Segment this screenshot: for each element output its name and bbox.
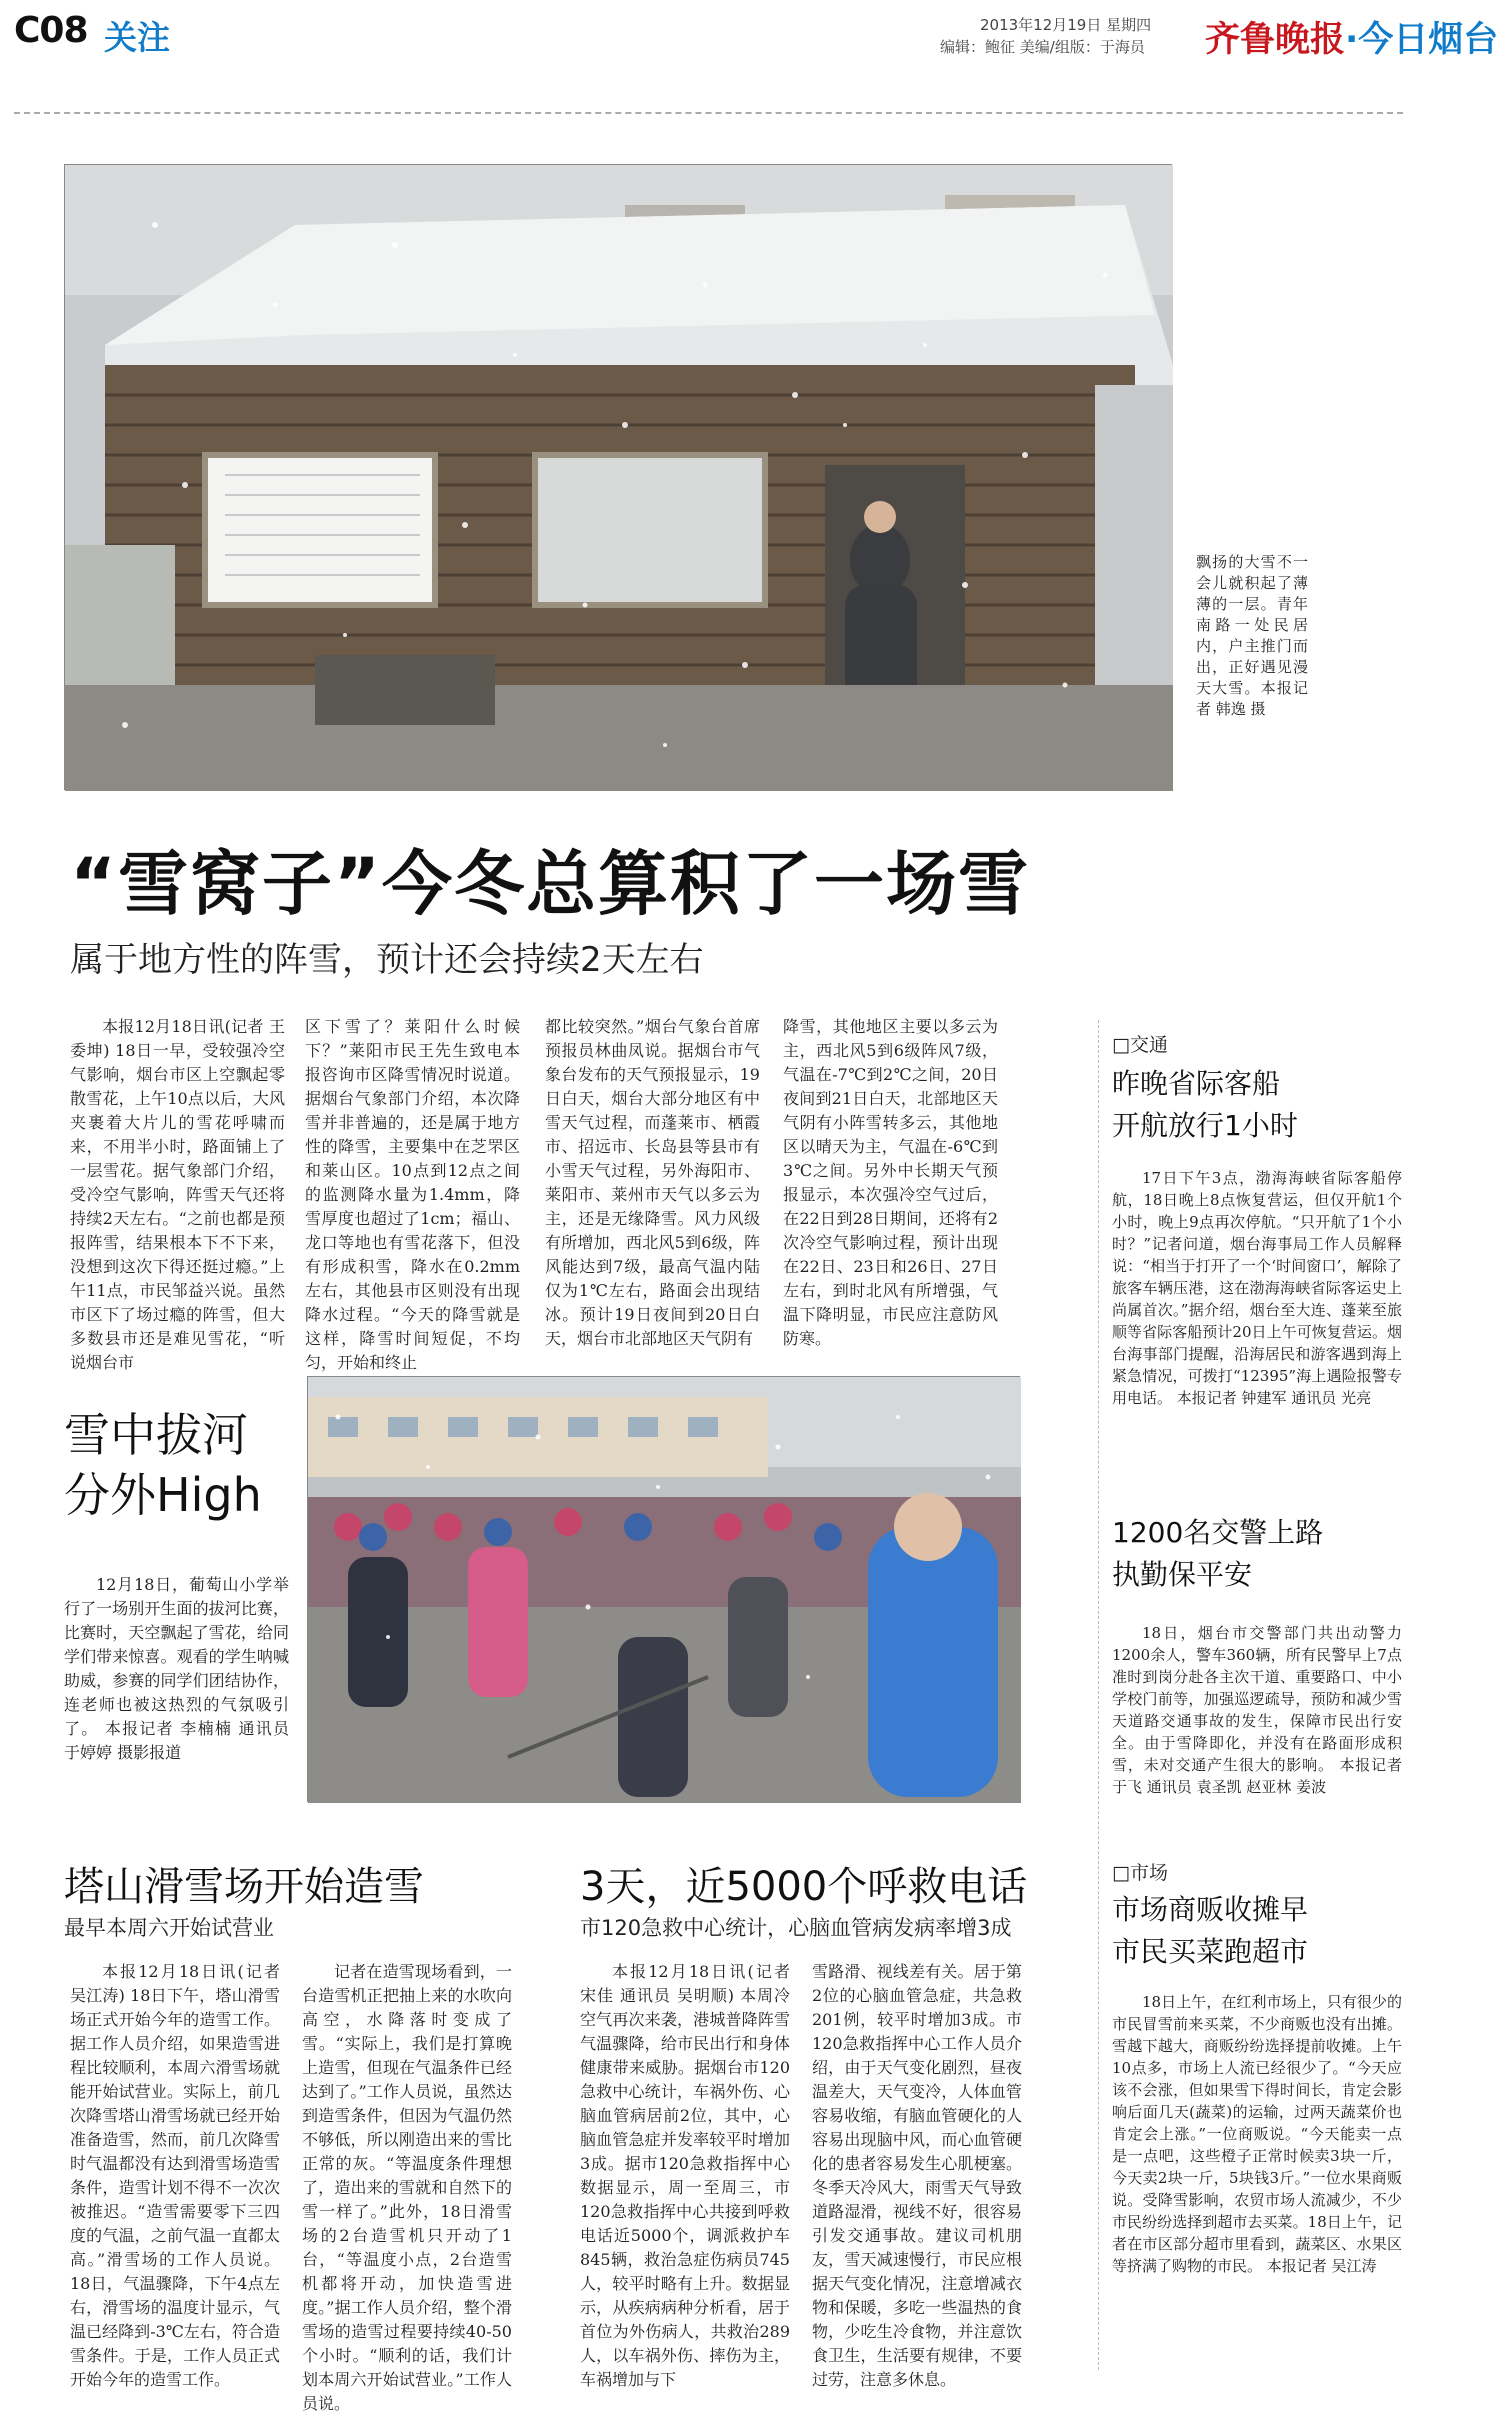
market-body-text: 18日上午，在红利市场上，只有很少的市民冒雪前来买菜，不少商贩也没有出摊。雪越下越大，商贩纷纷选择提前收摊。上午10点多，市场上人流已经很少了。“今天应该不会涨，但如果雪下得时间长，肯定会影响后面几天(蔬菜)的运输，过两天蔬菜价也肯定会上涨。”一位商贩说。“今天能卖一点是一点吧，这些橙子正常时候卖3块一斤，今天卖2块一斤，5块钱3斤。”一位水果商贩说。受降雪影响，农贸市场人流减少，不少市民纷纷选择到超市去买菜。18日上午，记者在市区部分超市里看到，蔬菜区、水果区等挤满了购物的市民。 本报记者 吴江涛	[1112, 1993, 1402, 2275]
ski-resort-subhead: 最早本周六开始试营业	[64, 1916, 274, 1940]
story1-column-2	[305, 1015, 520, 1372]
market-headline-line2: 市民买菜跑超市	[1112, 1935, 1309, 1968]
editor-credits: 编辑：鲍征 美编/组版：于海员	[940, 38, 1145, 56]
sidebar-ferry	[1112, 1030, 1402, 1457]
issue-date: 2013年12月19日 星期四	[980, 16, 1152, 34]
ski-resort-col2-text: 记者在造雪现场看到，一台造雪机正把抽上来的水吹向高空，水降落时变成了雪。“实际上，我们是打算晚上造雪，但现在气温条件已经达到了。”工作人员说，虽然达到造雪条件，但因为气温仍然不够低，所以刚造出来的雪比正常的灰。“等温度条件理想了，造出来的雪就和自然下的雪一样了。”此外，18日滑雪场的2台造雪机只开动了1台，“等温度小点，2台造雪机都将开动，加快造雪进度。”据工作人员介绍，整个滑雪场的造雪过程要持续40-50个小时。“顺利的话，我们计划本周六开始试营业。”工作人员说。	[302, 1962, 512, 2413]
emergency-calls-column-2	[812, 1960, 1022, 2389]
story1-col1-text: 本报12月18日讯(记者 王委坤) 18日一早，受较强冷空气影响，烟台市区上空飘起零散雪花，上午10点以后，大风夹裹着大片儿的雪花呼啸而来，不用半小时，路面铺上了一层雪花。据气象部门介绍，受冷空气影响，阵雪天气还将持续2天左右。“之前也都是预报阵雪，结果根本下不下来，没想到这次下得还挺过瘾。”上午11点，市民邹益兴说。虽然市区下了场过瘾的阵雪，但大多数县市还是难见雪花，“听说烟台市	[70, 1017, 285, 1372]
story1-col4-text: 降雪，其他地区主要以多云为主，西北风5到6级阵风7级，气温在-7℃到2℃之间，20日夜间到21日白天，北部地区天气阴有小阵雪转多云，其他地区以晴天为主，气温在-6℃到3℃之间。另外中长期天气预报显示，本次强冷空气过后，在22日到28日期间，还将有2次冷空气影响过程，预计出现在22日、23日和26日、27日左右，到时北风有所增强，气温下降明显，市民应注意防风防寒。	[783, 1017, 998, 1348]
ferry-body	[1112, 1167, 1402, 1457]
tug-of-war-headline-line2: 分外High	[64, 1468, 262, 1522]
tug-of-war-text	[64, 1573, 289, 1765]
snow-house-photo	[64, 164, 1172, 790]
traffic-police-body-text: 18日，烟台市交警部门共出动警力1200余人，警车360辆，所有民警早上7点准时到岗分赴各主次干道、重要路口、中小学校门前等，加强巡逻疏导，预防和减少雪天道路交通事故的发生，保障市民出行安全。由于雪降即化，并没有在路面形成积雪，未对交通产生很大的影响。 本报记者 于飞 通讯员 袁圣凯 赵亚林 姜波	[1112, 1624, 1402, 1796]
ferry-headline-line1: 昨晚省际客船	[1112, 1067, 1281, 1100]
story1-column-3	[545, 1015, 760, 1348]
tug-of-war-photo	[307, 1376, 1020, 1802]
emergency-calls-col1-text: 本报12月18日讯(记者 宋佳 通讯员 吴明顺) 本周冷空气再次来袭，港城普降阵雪气温骤降，给市民出行和身体健康带来威胁。据烟台市120急救中心统计，车祸外伤、心脑血管病居前2位，其中，心脑血管急症并发率较平时增加3成。据市120急救指挥中心数据显示，周一至周三，市120急救指挥中心共接到呼救电话近5000个，调派救护车845辆，救治急症伤病员745人，较平时略有上升。数据显示，从疾病病种分析看，居于首位为外伤病人，共救治289人，以车祸外伤、摔伤为主，车祸增加与下	[580, 1962, 790, 2389]
story1-col2-text: 区下雪了？莱阳什么时候下？”莱阳市民王先生致电本报咨询市区降雪情况时说道。据烟台气象部门介绍，本次降雪并非普遍的，还是属于地方性的降雪，主要集中在芝罘区和莱山区。10点到12点之间的监测降水量为1.4mm，降雪厚度也超过了1cm；福山、龙口等地也有雪花落下，但没有形成积雪，降水在0.2mm左右，其他县市区则没有出现降水过程。“今天的降雪就是这样，降雪时间短促，不均匀，开始和终止	[305, 1017, 520, 1372]
ferry-headline-line2: 开航放行1小时	[1112, 1109, 1298, 1142]
newspaper-masthead	[1205, 12, 1498, 62]
section-title: 关注	[104, 18, 170, 57]
sidebar-traffic-police	[1112, 1512, 1402, 1842]
masthead-edition: ·今日烟台	[1345, 20, 1498, 60]
ski-resort-column-1	[70, 1960, 280, 2389]
traffic-police-headline-line2: 执勤保平安	[1112, 1558, 1253, 1591]
ferry-tag: □交通	[1112, 1034, 1168, 1056]
sidebar-market	[1112, 1858, 1402, 2401]
main-headline: “雪窝子”今冬总算积了一场雪	[70, 843, 1031, 925]
emergency-calls-subhead: 市120急救中心统计，心脑血管病发病率增3成	[580, 1916, 1012, 1940]
sidebar-divider	[1098, 1020, 1099, 2370]
main-subhead: 属于地方性的阵雪，预计还会持续2天左右	[70, 940, 704, 980]
tug-of-war-headline	[64, 1405, 262, 1525]
tug-of-war-body: 12月18日，葡萄山小学举行了一场别开生面的拔河比赛，比赛时，天空飘起了雪花，给同学们带来惊喜。观看的学生呐喊助威，参赛的同学们团结协作，连老师也被这热烈的气氛吸引了。 本报记者 李楠楠 通讯员 于婷婷 摄影报道	[64, 1575, 289, 1762]
snow-house-caption: 飘扬的大雪不一会儿就积起了薄薄的一层。青年南路一处民居内，户主推门而出，正好遇见漫天大雪。本报记者 韩逸 摄	[1196, 553, 1308, 718]
ski-resort-headline: 塔山滑雪场开始造雪	[64, 1864, 424, 1910]
story1-col3-text: 都比较突然。”烟台气象台首席预报员林曲凤说。据烟台市气象台发布的天气预报显示，19日白天，烟台大部分地区有中雪天气过程，而蓬莱市、栖霞市、招远市、长岛县等县市有小雪天气过程，另外海阳市、莱阳市、莱州市天气以多云为主，还是无缘降雪。风力风级有所增加，西北风5到6级，阵风能达到7级，最高气温内陆仅为1℃左右，路面会出现结冰。预计19日夜间到20日白天，烟台市北部地区天气阴有	[545, 1017, 760, 1348]
page-number: C08	[14, 10, 88, 51]
story1-column-1	[70, 1015, 285, 1372]
ski-resort-column-2	[302, 1960, 512, 2413]
emergency-calls-headline: 3天，近5000个呼救电话	[580, 1864, 1028, 1910]
header-divider	[14, 112, 1403, 114]
traffic-police-headline-line1: 1200名交警上路	[1112, 1516, 1324, 1549]
emergency-calls-column-1	[580, 1960, 790, 2389]
emergency-calls-col2-text: 雪路滑、视线差有关。居于第2位的心脑血管急症，共急救201例，较平时增加3成。市120急救指挥中心工作人员介绍，由于天气变化剧烈，昼夜温差大，天气变冷，人体血管容易收缩，有脑血管硬化的人容易出现脑中风，而心血管硬化的患者容易发生心肌梗塞。冬季天冷风大，雨雪天气导致道路湿滑，视线不好，很容易引发交通事故。建议司机朋友，雪天减速慢行，市民应根据天气变化情况，注意增减衣物和保暖，多吃一些温热的食物，少吃生冷食物，并注意饮食卫生，生活要有规律，不要过劳，注意多休息。	[812, 1962, 1022, 2389]
story1-column-4	[783, 1015, 998, 1348]
traffic-police-body	[1112, 1622, 1402, 1842]
market-body	[1112, 1991, 1402, 2401]
tug-of-war-illustration	[308, 1377, 1021, 1803]
market-headline-line1: 市场商贩收摊早	[1112, 1893, 1309, 1926]
ski-resort-col1-text: 本报12月18日讯(记者 吴江涛) 18日下午，塔山滑雪场正式开始今年的造雪工作。据工作人员介绍，如果造雪进程比较顺利，本周六滑雪场就能开始试营业。实际上，前几次降雪塔山滑雪场就已经开始准备造雪，然而，前几次降雪时气温都没有达到滑雪场造雪条件，造雪计划不得不一次次被推迟。“造雪需要零下三四度的气温，之前气温一直都太高。”滑雪场的工作人员说。18日，气温骤降，下午4点左右，滑雪场的温度计显示，气温已经降到-3℃左右，符合造雪条件。于是，工作人员正式开始今年的造雪工作。	[70, 1962, 280, 2389]
tug-of-war-headline-line1: 雪中拔河	[64, 1408, 248, 1462]
market-tag: □市场	[1112, 1862, 1168, 1884]
masthead-name: 齐鲁晚报	[1205, 20, 1346, 60]
snow-house-illustration	[65, 165, 1173, 791]
ferry-body-text: 17日下午3点，渤海海峡省际客船停航，18日晚上8点恢复营运，但仅开航1个小时，晚上9点再次停航。“只开航了1个小时？”记者问道，烟台海事局工作人员解释说：“相当于打开了一个‘时间窗口’，解除了旅客车辆压港，这在渤海海峡省际客运史上尚属首次。”据介绍，烟台至大连、蓬莱至旅顺等省际客船预计20日上午可恢复营运。烟台海事部门提醒，沿海居民和游客遇到海上紧急情况，可拨打“12395”海上遇险报警专用电话。 本报记者 钟建军 通讯员 光亮	[1112, 1169, 1402, 1407]
